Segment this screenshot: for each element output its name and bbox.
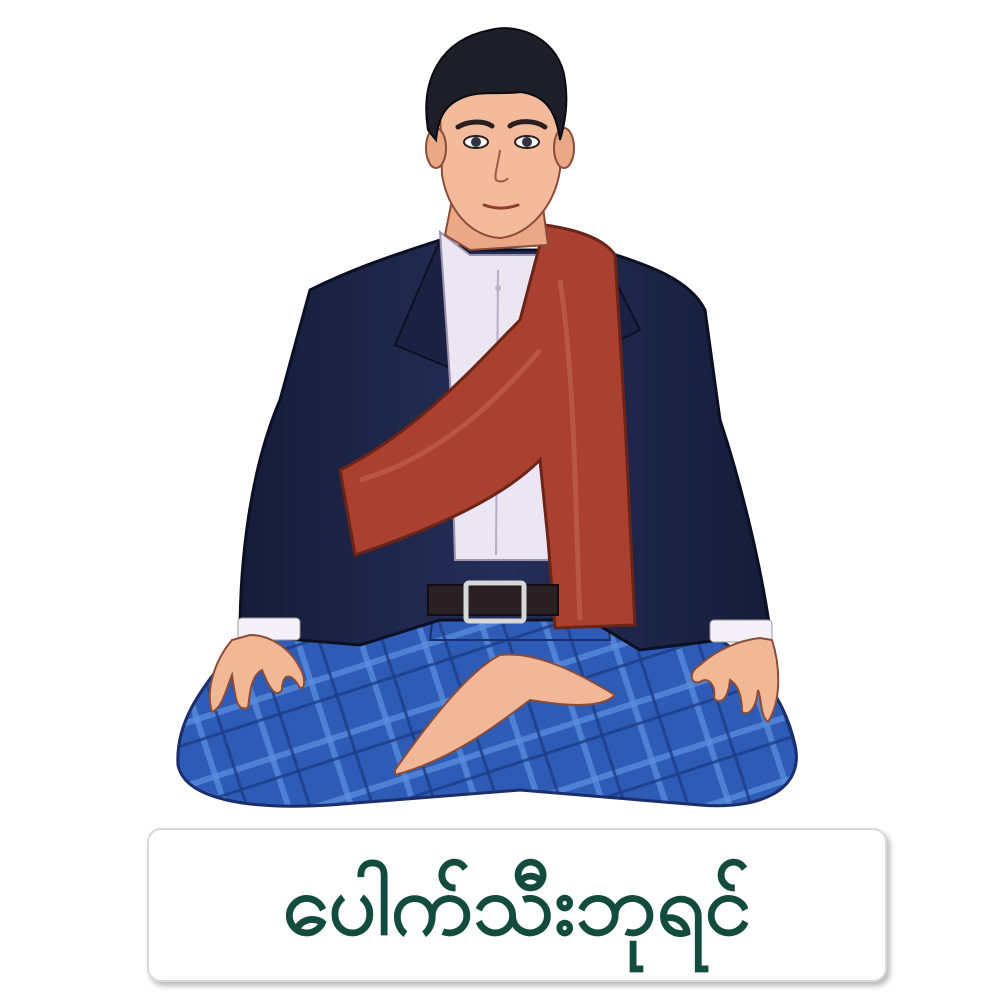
caption-card — [147, 828, 887, 982]
head — [426, 28, 574, 238]
belt — [428, 583, 558, 621]
caption-title: ပေါက်သီးဘုရင် — [282, 856, 752, 954]
